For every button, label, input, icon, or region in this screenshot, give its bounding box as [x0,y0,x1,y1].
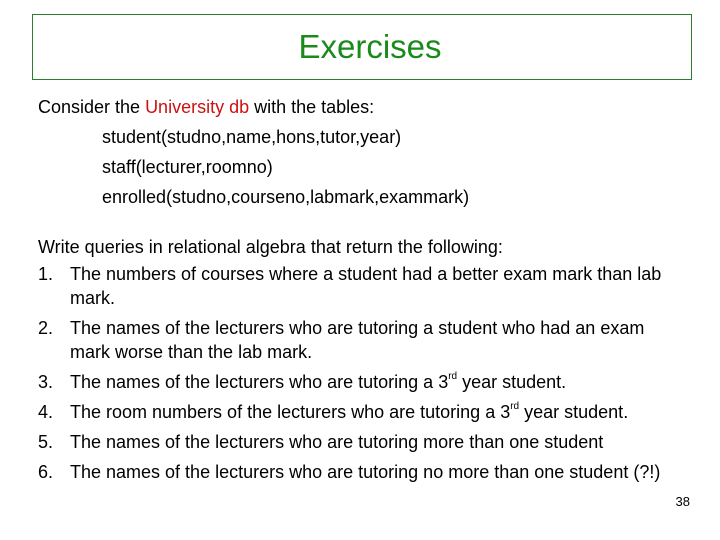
question-number: 1. [38,264,54,284]
intro-prefix: Consider the [38,97,146,117]
question-text-pre: The names of the lecturers who are tutoring a 3 [70,372,449,392]
question-text: The names of the lecturers who are tutoring no more than one student (?!) [70,462,661,482]
task-prompt: Write queries in relational algebra that return the following: [38,237,503,257]
page-number: 38 [675,494,690,509]
question-item [38,370,688,394]
question-item [38,400,688,424]
question-text: The names of the lecturers who are tutoring a student who had an exam mark worse than the lab mark. [70,318,645,362]
question-text: The names of the lecturers who are tutoring more than one student [70,432,604,452]
question-number: 6. [38,462,54,482]
question-list [38,262,698,484]
question-item [38,460,688,484]
question-item [38,430,688,454]
question-text-post: year student. [519,402,629,422]
page-title: Exercises [298,28,442,65]
ordinal-suffix: rd [448,371,458,382]
ordinal-suffix: rd [510,401,520,412]
question-item [38,316,688,364]
slide-content [38,92,698,484]
title-box [32,14,692,80]
question-number: 3. [38,372,54,392]
table-staff: staff(lecturer,roomno) [102,157,273,177]
question-number: 5. [38,432,54,452]
table-enrolled: enrolled(studno,courseno,labmark,exammark) [102,187,470,207]
question-text-post: year student. [457,372,567,392]
intro-highlight: University db [145,97,250,117]
question-number: 2. [38,318,54,338]
question-text: The numbers of courses where a student had a better exam mark than lab mark. [70,264,662,308]
question-item [38,262,688,310]
intro-line [38,92,698,122]
question-number: 4. [38,402,54,422]
table-list [102,122,698,212]
question-text-pre: The room numbers of the lecturers who are tutoring a 3 [70,402,511,422]
intro-suffix: with the tables: [249,97,375,117]
table-student: student(studno,name,hons,tutor,year) [102,127,402,147]
